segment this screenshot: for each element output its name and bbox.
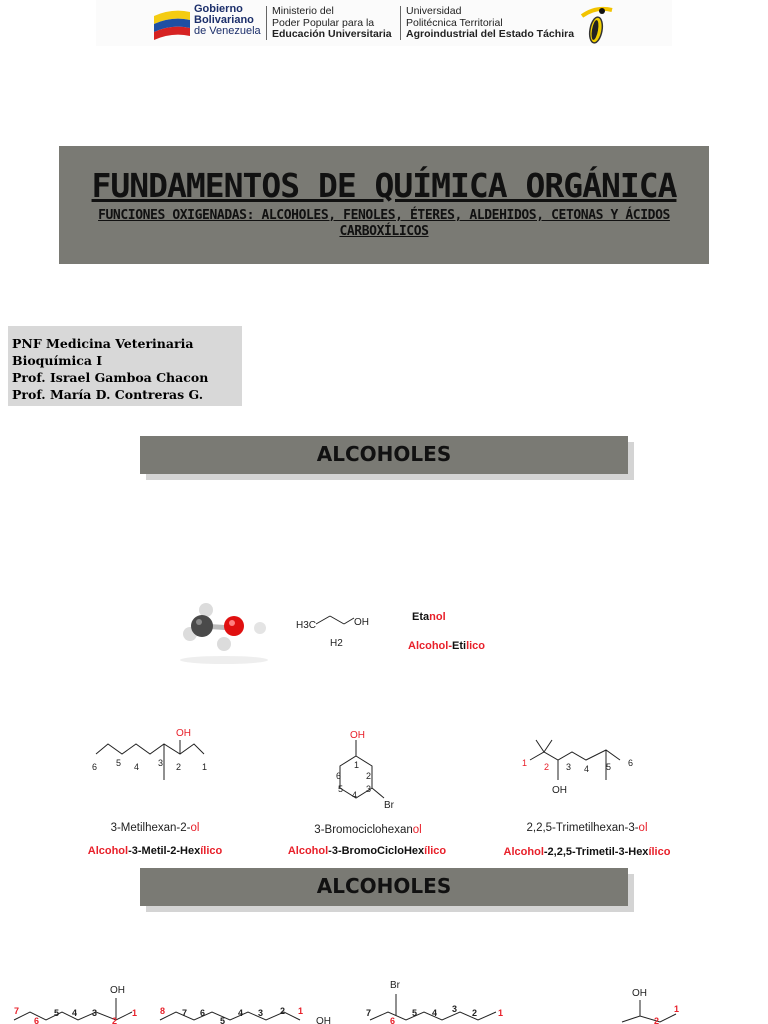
ministerio-line: Ministerio del: [272, 5, 334, 17]
br-label: Br: [384, 800, 394, 811]
name-part: -3-BromoCicloHex: [328, 845, 425, 857]
atom-number: 2: [654, 1016, 660, 1024]
info-line: Prof. María D. Contreras G.: [12, 387, 204, 402]
name-part: Eti: [452, 640, 467, 652]
atom-number: 1: [202, 762, 208, 772]
name-suffix: ol: [190, 822, 200, 834]
atom-number: 2: [544, 762, 550, 772]
atom-number: 2: [280, 1006, 286, 1016]
molecule-common-name: [490, 846, 684, 858]
atom-number: 1: [354, 760, 360, 770]
institutional-header: [96, 0, 672, 46]
atom-number: 4: [134, 762, 140, 772]
atom-number: 1: [498, 1008, 504, 1018]
molecule-3-metilhexan-2-ol: [88, 724, 218, 810]
atom-number: 7: [182, 1008, 188, 1018]
name-part: -2,2,5-Trimetil-3-Hex: [543, 846, 649, 858]
atom-number: 5: [412, 1008, 418, 1018]
section-title: ALCOHOLES: [316, 442, 452, 466]
gobierno-line: Gobierno: [194, 3, 243, 15]
course-info-box: [8, 326, 242, 406]
h3c-label: H3C: [296, 620, 317, 631]
gobierno-line: de Venezuela: [194, 25, 261, 37]
name-part: Alcohol-: [408, 640, 452, 652]
atom-number: 5: [116, 758, 122, 768]
name-part: 2,2,5-Trimetilhexan-3-: [526, 822, 639, 834]
atom-number: 4: [584, 764, 590, 774]
ethanol-structure: [290, 608, 380, 650]
atom-number: 1: [522, 758, 528, 768]
atom-number: 3: [158, 758, 164, 768]
page-title: FUNDAMENTOS DE QUÍMICA ORGÁNICA: [91, 166, 677, 205]
ethanol-common-name: [408, 640, 485, 652]
atom-number: 7: [366, 1008, 372, 1018]
molecule-2-2-5-trimetilhexan-3-ol: [514, 730, 644, 800]
ethanol-name: [412, 611, 446, 623]
name-part: Alcohol: [287, 845, 329, 857]
atom-number: 1: [132, 1008, 138, 1018]
atom-number: 6: [390, 1016, 396, 1024]
molecule-common-name: [262, 845, 472, 857]
atom-number: 3: [258, 1008, 264, 1018]
h2-label: H2: [330, 638, 343, 649]
ministerio-line: Poder Popular para la: [272, 16, 375, 29]
atom-number: 3: [366, 784, 372, 794]
name-suffix: ílico: [200, 845, 223, 857]
gobierno-text: [194, 4, 261, 37]
bottom-molecules-row: [0, 976, 768, 1024]
universidad-line: Agroindustrial del Estado Táchira: [406, 28, 575, 40]
atom-number: 4: [238, 1008, 244, 1018]
name-part: 3-Bromociclohexan: [314, 824, 413, 836]
atom-number: 4: [72, 1008, 78, 1018]
name-suffix: lico: [466, 640, 486, 652]
oh-label: OH: [176, 728, 191, 739]
venezuela-flag-icon: [152, 6, 192, 40]
title-banner: [59, 146, 709, 264]
info-line: Prof. Israel Gamboa Chacon: [12, 370, 209, 385]
name-suffix: nol: [429, 611, 446, 623]
atom-number: 1: [674, 1004, 680, 1014]
br-label: Br: [390, 980, 400, 991]
universidad-line: Universidad: [406, 5, 462, 17]
atom-number: 6: [34, 1016, 40, 1024]
ethanol-3d-model-icon: [176, 598, 272, 664]
atom-number: 1: [298, 1006, 304, 1016]
atom-number: 4: [432, 1008, 438, 1018]
name-part: 3-Metilhexan-2-: [110, 822, 191, 834]
ministerio-text: [272, 6, 392, 41]
oh-label: OH: [632, 988, 647, 999]
atom-number: 6: [336, 771, 342, 781]
molecule-common-name: [60, 845, 250, 857]
molecule-iupac-name: [492, 822, 682, 834]
atom-number: 5: [54, 1008, 60, 1018]
atom-number: 4: [352, 790, 358, 800]
name-part: Alcohol: [87, 845, 129, 857]
molecule-3-bromociclohexanol: [318, 726, 418, 816]
atom-number: 6: [200, 1008, 206, 1018]
university-logo-icon: [574, 2, 618, 46]
oh-label: OH: [552, 785, 567, 796]
atom-number: 3: [566, 762, 572, 772]
atom-number: 2: [366, 771, 372, 781]
molecule-iupac-name: [60, 822, 250, 834]
molecule-iupac-name: [268, 824, 468, 836]
name-part: Alcohol: [503, 846, 544, 858]
oh-label: OH: [110, 985, 125, 996]
atom-number: 2: [112, 1016, 118, 1024]
atom-number: 5: [220, 1016, 226, 1024]
atom-number: 3: [452, 1004, 458, 1014]
atom-number: 8: [160, 1006, 166, 1016]
atom-number: 6: [92, 762, 98, 772]
name-suffix: ol: [638, 822, 648, 834]
oh-label: OH: [350, 730, 365, 741]
atom-number: 3: [92, 1008, 98, 1018]
name-part: Eta: [412, 611, 430, 623]
header-divider: [400, 6, 401, 40]
section-banner-alcoholes: [140, 436, 628, 474]
name-suffix: ol: [412, 824, 422, 836]
name-suffix: ílico: [424, 845, 447, 857]
info-line: PNF Medicina Veterinaria: [12, 336, 194, 351]
atom-number: 2: [176, 762, 182, 772]
ministerio-line: Educación Universitaria: [272, 28, 392, 40]
name-suffix: ílico: [648, 846, 671, 858]
universidad-text: [406, 6, 574, 41]
page-subtitle: FUNCIONES OXIGENADAS: ALCOHOLES, FENOLES, ÉTERES, ALDEHIDOS, CETONAS Y ÁCIDOS CARBOXÍLICOS: [98, 208, 670, 239]
atom-number: 5: [338, 784, 344, 794]
section-title: ALCOHOLES: [316, 874, 452, 898]
gobierno-line: Bolivariano: [194, 14, 254, 26]
oh-label: OH: [354, 617, 369, 628]
atom-number: 5: [606, 762, 612, 772]
info-line: Bioquímica I: [12, 353, 103, 368]
atom-number: 2: [472, 1008, 478, 1018]
header-divider: [266, 6, 267, 40]
name-part: -3-Metil-2-Hex: [128, 845, 201, 857]
section-banner-alcoholes: [140, 868, 628, 906]
atom-number: 7: [14, 1006, 20, 1016]
atom-number: 6: [628, 758, 634, 768]
oh-label: OH: [316, 1016, 331, 1024]
universidad-line: Politécnica Territorial: [406, 16, 503, 29]
